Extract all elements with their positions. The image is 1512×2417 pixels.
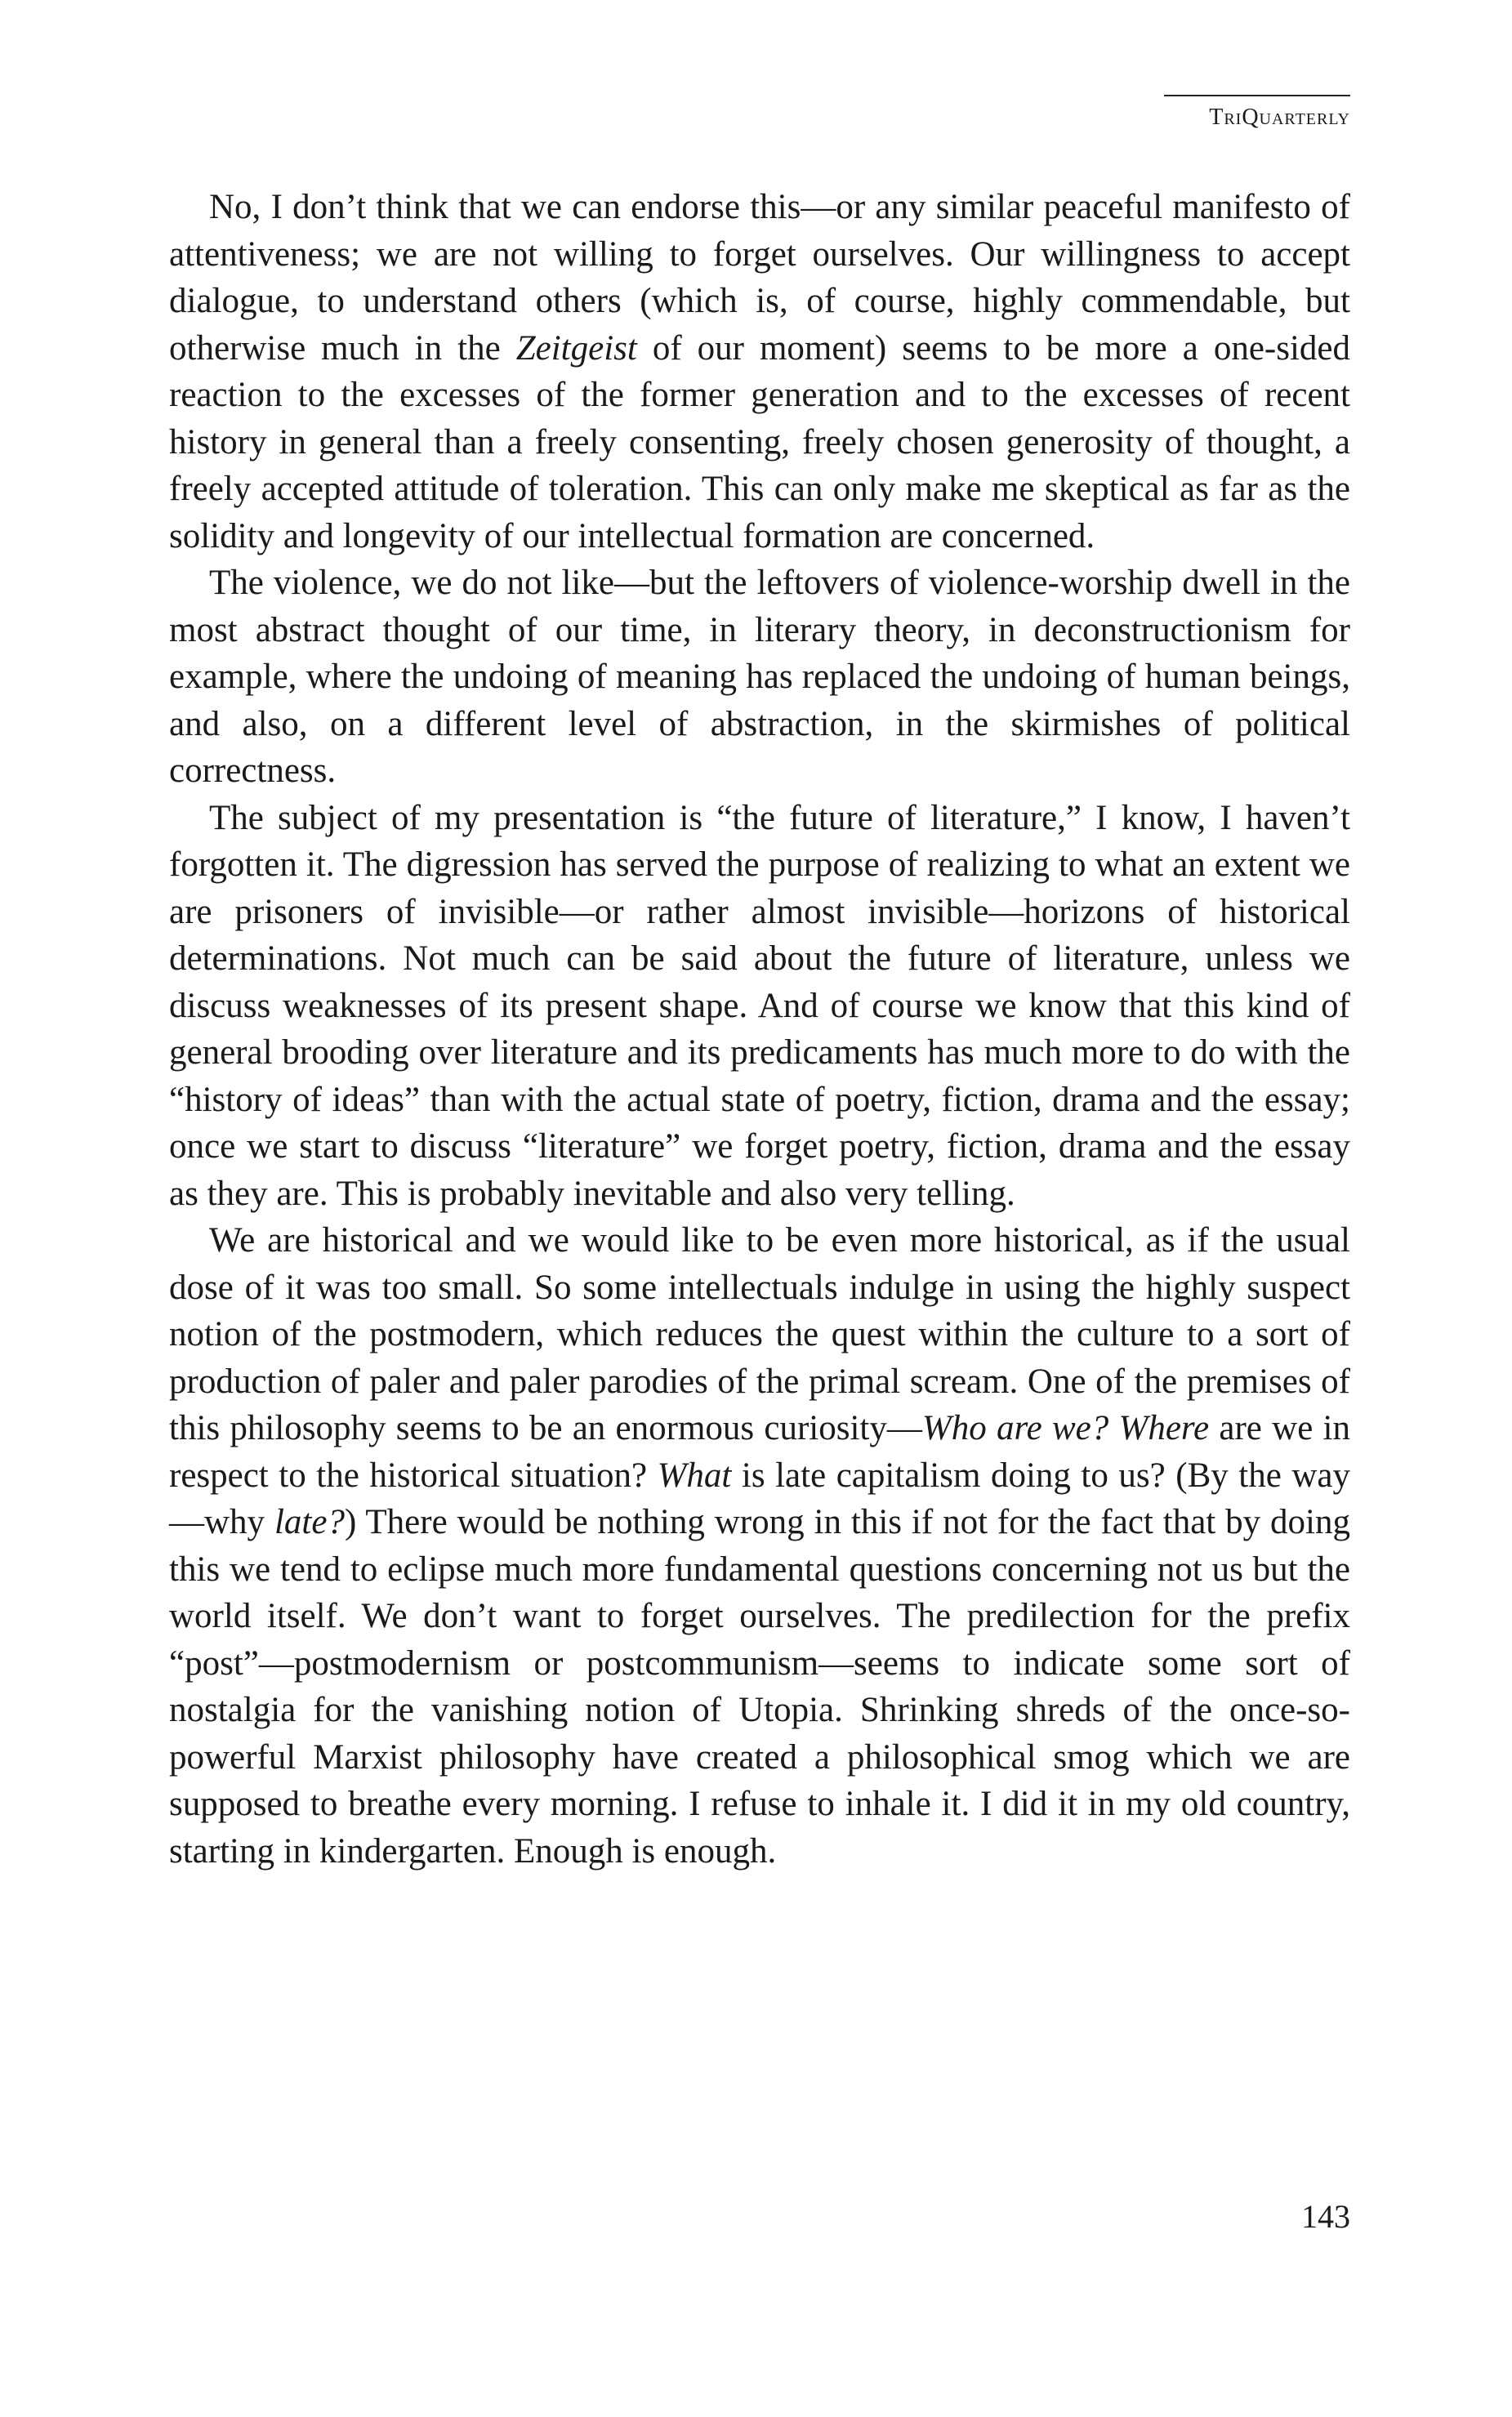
- text-segment: No, I don’t think that we can endorse this—or any similar peaceful manifesto of attentiveness; we are not willing to forget ourselves. Our willingness to accept dialogue, to understand others (which is, of course, highly commendable, but otherwise much in the: [169, 188, 1350, 368]
- paragraph: [169, 184, 1350, 560]
- italic-segment: Who are we? Where: [921, 1409, 1210, 1447]
- italic-segment: late?: [274, 1503, 345, 1541]
- paragraph: [169, 560, 1350, 795]
- page-number: 143: [1301, 2198, 1350, 2235]
- text-segment: The subject of my presentation is “the future of literature,” I know, I haven’t forgotten it. The digression has served the purpose of realizing to what an extent we are prisoners of invisible—or rather almost invisible—horizons of historical determinations. Not much can be said about the future of literature, unless we discuss weaknesses of its present shape. And of course we know that this kind of general brooding over literature and its predicaments has much more to do with the “history of ideas” than with the actual state of poetry, fiction, drama and the essay; once we start to discuss “literature” we forget poetry, fiction, drama and the essay as they are. This is probably inevitable and also very telling.: [169, 798, 1350, 1213]
- paragraph: [169, 795, 1350, 1218]
- text-segment: We are historical and we would like to be even more historical, as if the usual dose of it was too small. So some intellectuals indulge in using the highly suspect notion of the postmodern, which reduces the quest within the culture to a sort of production of paler and paler parodies of the primal scream. One of the premises of this philosophy seems to be an enormous curiosity—: [169, 1221, 1350, 1447]
- article-body: [169, 184, 1350, 1875]
- text-segment: ) There would be nothing wrong in this if not for the fact that by doing this we tend to eclipse much more fundamental questions concerning not us but the world itself. We don’t want to forget ourselves. The predilection for the prefix “post”—postmodernism or postcommunism—seems to indicate some sort of nostalgia for the vanishing notion of Utopia. Shrinking shreds of the once-so-powerful Marxist philosophy have created a philosophical smog which we are supposed to breathe every morning. I refuse to inhale it. I did it in my old country, starting in kindergarten. Enough is enough.: [169, 1503, 1350, 1871]
- italic-segment: What: [657, 1456, 732, 1495]
- italic-segment: Zeitgeist: [515, 328, 637, 368]
- running-head: TriQuarterly: [1164, 95, 1350, 131]
- text-segment: are we in respect to the historical situation?: [169, 1409, 1350, 1495]
- text-segment: of our moment) seems to be more a one-sided reaction to the excesses of the former generation and to the excesses of recent history in general than a freely consenting, freely chosen generosity of thought, a freely accepted attitude of toleration. This can only make me skeptical as far as the solidity and longevity of our intellectual formation are concerned.: [169, 328, 1351, 555]
- paragraph: [169, 1217, 1350, 1875]
- text-segment: is late capitalism doing to us? (By the way—why: [169, 1456, 1350, 1541]
- text-segment: The violence, we do not like—but the leftovers of violence-worship dwell in the most abstract thought of our time, in literary theory, in deconstructionism for example, where the undoing of meaning has replaced the undoing of human beings, and also, on a different level of abstraction, in the skirmishes of political correctness.: [169, 564, 1350, 790]
